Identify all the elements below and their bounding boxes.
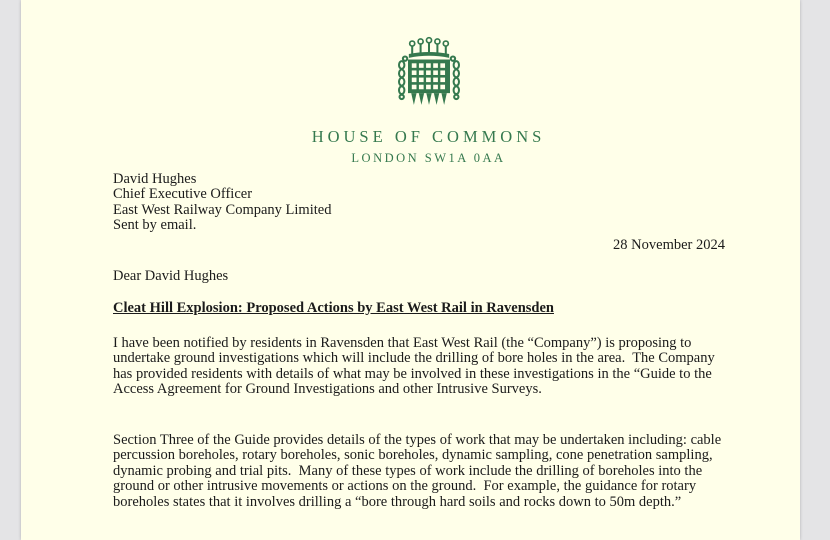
recipient-name: David Hughes xyxy=(113,171,197,187)
subject-line: Cleat Hill Explosion: Proposed Actions by East West Rail in Ravensden xyxy=(113,300,554,316)
portcullis-logo-icon xyxy=(57,36,800,120)
letterhead-address: LONDON SW1A 0AA xyxy=(351,151,506,165)
salutation: Dear David Hughes xyxy=(113,268,229,284)
letter-page xyxy=(21,0,800,540)
delivery-method: Sent by email. xyxy=(113,217,197,234)
letter-date: 28 November 2024 xyxy=(613,237,725,253)
body-paragraph-1: I have been notified by residents in Ravensden that East West Rail (the “Company”) is proposing to undertake ground investigations which will include the drilling of bore holes in the area. The Company has provided residents with details of what may be involved in these investigations in the “Guide to the Access Agreement for Ground Investigations and other Intrusive Surveys. xyxy=(113,335,719,398)
letterhead-org: HOUSE OF COMMONS xyxy=(311,127,546,146)
letterhead xyxy=(57,36,800,166)
recipient-block xyxy=(113,172,331,234)
recipient-title: Chief Executive Officer xyxy=(113,186,253,203)
body-paragraph-2: Section Three of the Guide provides details of the types of work that may be undertaken including: cable percussion boreholes, rotary boreholes, sonic boreholes, dynamic sampling, cone penetration sampling, dynamic probing and trial pits. Many of these types of work include the drilling of boreholes into the ground or other intrusive movements or actions on the ground. For example, the guidance for rotary boreholes states that it involves drilling a “bore through hard soils and rocks down to 50m depth.” xyxy=(113,432,725,510)
recipient-company: East West Railway Company Limited xyxy=(113,201,332,218)
